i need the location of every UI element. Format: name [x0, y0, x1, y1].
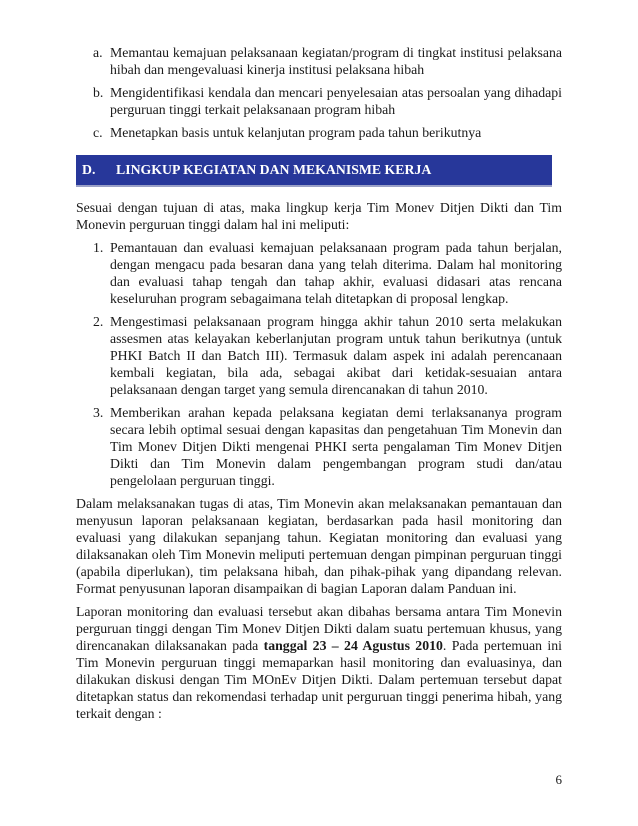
list-item-text: Memantau kemajuan pelaksanaan kegiatan/program di tingkat institusi pelaksana hibah dan mengevaluasi kinerja institusi pelaksana hibah: [110, 45, 562, 77]
page-number: 6: [555, 772, 562, 787]
section-heading: [76, 155, 552, 187]
scope-list: [76, 239, 562, 489]
page-content: [76, 44, 562, 728]
list-item: [76, 239, 562, 307]
list-item-text: Pemantauan dan evaluasi kemajuan pelaksanaan program pada tahun berjalan, dengan mengacu pada besaran dana yang telah diterima. Dalam hal monitoring dan evaluasi tahap tengah dan tahap akhir, evaluasi didasari atas rencana keseluruhan program sebagaimana telah ditetapkan di proposal lengkap.: [110, 240, 562, 306]
list-item: [76, 124, 562, 141]
list-marker: c.: [93, 125, 103, 140]
list-item-text: Menetapkan basis untuk kelanjutan program pada tahun berikutnya: [110, 125, 482, 140]
list-item: [76, 44, 562, 78]
paragraph-text: . Pada pertemuan ini Tim Monevin perguruan tinggi memaparkan hasil monitoring dan evaluasinya, dan dilakukan diskusi dengan Tim MOnEv Ditjen Dikti. Dalam pertemuan tersebut dapat ditetapkan status dan rekomendasi terhadap unit perguruan tinggi penerima hibah, yang terkait dengan :: [76, 638, 562, 721]
list-item: [76, 84, 562, 118]
list-item-text: Mengidentifikasi kendala dan mencari penyelesaian atas persoalan yang dihadapi perguruan tinggi terkait pelaksanaan program hibah: [110, 85, 562, 117]
intro-paragraph: Sesuai dengan tujuan di atas, maka lingkup kerja Tim Monev Ditjen Dikti dan Tim Monevin perguruan tinggi dalam hal ini meliputi:: [76, 200, 562, 232]
list-item-text: Memberikan arahan kepada pelaksana kegiatan demi terlaksananya program secara lebih optimal sesuai dengan kapasitas dan pengetahuan Tim Monevin dan Tim Monev Ditjen Dikti mengenai PHKI serta pengalaman Tim Monev Ditjen Dikti dan Tim Monevin dalam pengembangan program studi dan/atau pengelolaan perguruan tinggi.: [110, 405, 562, 488]
body-paragraph-2: [76, 603, 562, 722]
section-letter: D.: [82, 162, 96, 177]
body-paragraph-1: Dalam melaksanakan tugas di atas, Tim Monevin akan melaksanakan pemantauan dan menyusun laporan pelaksanaan kegiatan, berdasarkan pada hasil monitoring dan evaluasi yang dilakukan sepanjang tahun. Kegiatan monitoring dan evaluasi yang dilaksanakan oleh Tim Monevin meliputi pertemuan dengan pimpinan perguruan tinggi (apabila diperlukan), tim pelaksana hibah, dan pihak-pihak yang dipandang relevan. Format penyusunan laporan disampaikan di bagian Laporan dalam Panduan ini.: [76, 496, 562, 596]
list-marker: 1.: [93, 240, 104, 255]
list-marker: b.: [93, 85, 104, 100]
list-marker: 3.: [93, 405, 104, 420]
objectives-list: [76, 44, 562, 141]
section-title: LINGKUP KEGIATAN DAN MEKANISME KERJA: [116, 162, 432, 177]
list-item: [76, 313, 562, 398]
list-marker: 2.: [93, 314, 104, 329]
list-item: [76, 404, 562, 489]
paragraph-text: Laporan monitoring dan evaluasi tersebut akan dibahas bersama antara Tim Monevin perguruan tinggi dengan Tim Monev Ditjen Dikti dalam suatu pertemuan khusus, yang direncanakan dilaksanakan pada: [76, 604, 562, 653]
list-item-text: Mengestimasi pelaksanaan program hingga akhir tahun 2010 serta melakukan assesmen atas kelayakan keberlanjutan program untuk tahun berikutnya (untuk PHKI Batch II dan Batch III). Termasuk dalam aspek ini adalah perencanaan kembali kegiatan, bila ada, sebagai akibat dari ketidak-sesuaian antara pelaksanaan dengan target yang semula direncanakan di tahun 2010.: [110, 314, 562, 397]
meeting-date: tanggal 23 – 24 Agustus 2010: [263, 638, 443, 653]
list-marker: a.: [93, 45, 103, 60]
